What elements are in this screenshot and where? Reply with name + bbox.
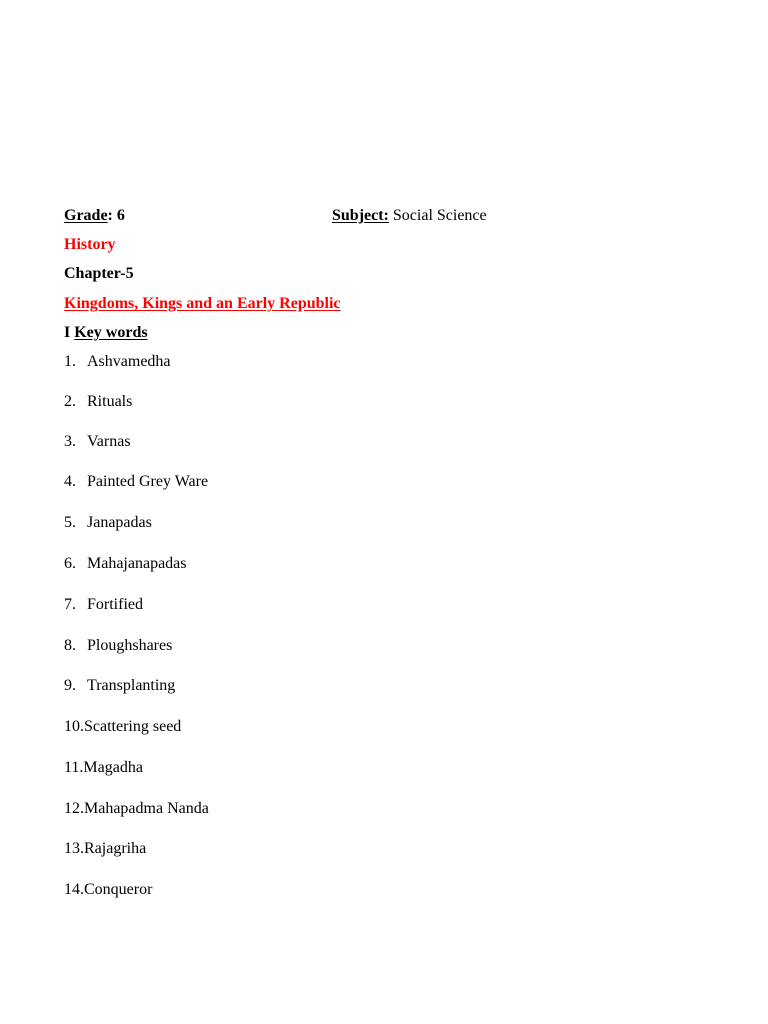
- list-item-text: Ploughshares: [87, 637, 173, 654]
- list-item-text: Fortified: [87, 596, 143, 613]
- list-item: [64, 676, 175, 696]
- list-item-number: 1.: [64, 353, 76, 370]
- list-item: [64, 839, 146, 859]
- list-item: [64, 432, 131, 452]
- list-item: [64, 880, 152, 900]
- list-item-number: 4.: [64, 473, 76, 490]
- list-item-text: Painted Grey Ware: [87, 473, 209, 490]
- grade-label: Grade: [64, 207, 108, 224]
- list-item-number: 8.: [64, 637, 76, 654]
- list-item-number: 10.: [64, 718, 84, 735]
- keywords-roman-numeral: I: [64, 324, 75, 341]
- list-item: [64, 554, 187, 574]
- list-item-number: 14.: [64, 881, 84, 898]
- section-heading: History: [64, 236, 116, 253]
- list-item: [64, 717, 181, 737]
- list-item-text: Rajagriha: [84, 840, 147, 857]
- keywords-heading: [64, 323, 148, 343]
- list-item-text: Mahapadma Nanda: [84, 800, 209, 817]
- subject-value: Social Science: [388, 207, 487, 224]
- list-item-number: 5.: [64, 514, 76, 531]
- list-item: [64, 513, 152, 533]
- list-item: [64, 392, 132, 412]
- chapter-number: Chapter-5: [64, 265, 134, 282]
- list-item-number: 11.: [64, 759, 84, 776]
- grade-value: : 6: [107, 207, 125, 224]
- list-item-number: 3.: [64, 433, 76, 450]
- list-item-text: Scattering seed: [84, 718, 182, 735]
- list-item-text: Conqueror: [84, 881, 153, 898]
- list-item-text: Magadha: [83, 759, 143, 776]
- list-item-text: Rituals: [87, 393, 133, 410]
- subject-block: [332, 206, 487, 226]
- list-item: [64, 799, 209, 819]
- list-item: [64, 352, 171, 372]
- list-item-text: Ashvamedha: [87, 353, 171, 370]
- list-item: [64, 758, 143, 778]
- list-item: [64, 595, 143, 615]
- list-item-text: Janapadas: [87, 514, 152, 531]
- list-item: [64, 636, 172, 656]
- keywords-label: Key words: [74, 324, 148, 341]
- list-item-text: Varnas: [87, 433, 131, 450]
- subject-label: Subject:: [332, 207, 389, 224]
- chapter-title: Kingdoms, Kings and an Early Republic: [64, 295, 341, 312]
- list-item-text: Mahajanapadas: [87, 555, 187, 572]
- list-item-text: Transplanting: [87, 677, 176, 694]
- list-item-number: 13.: [64, 840, 84, 857]
- list-item-number: 7.: [64, 596, 76, 613]
- list-item-number: 12.: [64, 800, 84, 817]
- list-item-number: 6.: [64, 555, 76, 572]
- list-item-number: 9.: [64, 677, 76, 694]
- list-item-number: 2.: [64, 393, 76, 410]
- list-item: [64, 472, 208, 492]
- header-row: [64, 206, 664, 226]
